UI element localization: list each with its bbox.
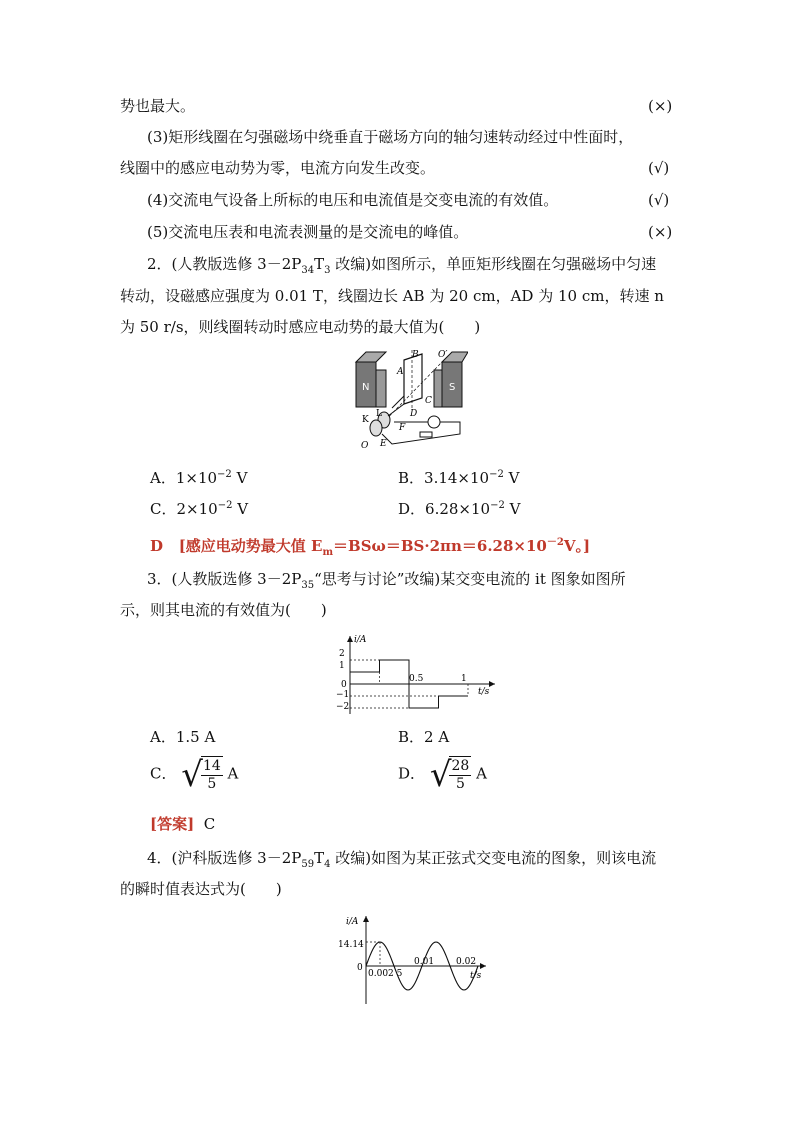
- judgement-mark: (√): [648, 159, 670, 177]
- svg-text:E: E: [380, 439, 387, 449]
- svg-text:0.01: 0.01: [414, 957, 435, 967]
- svg-text:2: 2: [339, 649, 345, 659]
- question-2-stem: 2．(人教版选修 $3-2P_{34}T_3$ 改编)如图所示，单匝矩形线圈在匀强磁场中匀速: [147, 255, 657, 276]
- sqrt-expression: √ $\frac{28}{5}$: [429, 754, 470, 795]
- svg-text:−2: −2: [336, 702, 350, 712]
- svg-text:K: K: [362, 415, 369, 425]
- question-3-line: 示，则其电流的有效值为( ): [120, 601, 327, 619]
- svg-text:B: B: [412, 350, 419, 360]
- svg-text:t/s: t/s: [470, 971, 482, 981]
- svg-text:14.14: 14.14: [338, 940, 364, 950]
- text-line: (3)矩形线圈在匀强磁场中绕垂直于磁场方向的轴匀速转动经过中性面时，: [147, 128, 634, 146]
- option-a[interactable]: A．1.5 A: [150, 728, 216, 746]
- svg-text:1: 1: [461, 674, 467, 684]
- option-b[interactable]: B．$3.14\times 10^{-2}$ V: [398, 469, 520, 487]
- text-line: (5)交流电压表和电流表测量的是交流电的峰值。: [147, 223, 469, 241]
- svg-text:D: D: [410, 409, 418, 419]
- question-2-answer: D [感应电动势最大值 $E_m=BS\omega=BS\cdot 2\pi n=6.28\times 10^{-2}V$。]: [150, 537, 591, 558]
- judgement-mark: (×): [648, 223, 673, 241]
- svg-text:C: C: [425, 396, 432, 406]
- svg-text:0.002 5: 0.002 5: [368, 969, 403, 979]
- ammeter-icon: [428, 416, 440, 428]
- svg-text:O: O: [361, 441, 369, 451]
- option-b[interactable]: B．2 A: [398, 728, 450, 746]
- svg-text:0.02: 0.02: [456, 957, 477, 967]
- svg-text:O′: O′: [438, 350, 448, 360]
- question-2-line: 为 50 r/s，则线圈转动时感应电动势的最大值为( ): [120, 318, 481, 336]
- svg-text:i/A: i/A: [346, 917, 359, 927]
- text-line: (4)交流电气设备上所标的电压和电流值是交变电流的有效值。: [147, 191, 559, 209]
- svg-text:A: A: [397, 367, 404, 377]
- svg-text:0: 0: [341, 680, 347, 690]
- question-2-line: 转动，设磁感应强度为 0.01 T，线圈边长 AB 为 20 cm，AD 为 10 cm，转速 n: [120, 287, 664, 305]
- label-n: N: [362, 382, 370, 393]
- svg-text:t/s: t/s: [478, 687, 490, 697]
- question-3-stem: 3．(人教版选修 $3-2P_{35}“$思考与讨论”改编)某交变电流的 it 图象如图所: [147, 570, 626, 591]
- judgement-mark: (×): [648, 97, 673, 115]
- text-line: 线圈中的感应电动势为零，电流方向发生改变。: [120, 159, 436, 177]
- option-d[interactable]: D． √ $\frac{28}{5}$ A: [398, 754, 487, 795]
- svg-text:−1: −1: [336, 690, 350, 700]
- svg-text:1: 1: [339, 661, 345, 671]
- label-s: S: [449, 382, 456, 393]
- square-wave-graph: [330, 632, 500, 716]
- sine-wave-graph: [338, 912, 498, 1007]
- question-3-answer: [答案] C: [150, 815, 216, 833]
- text-line: 势也最大。: [120, 97, 196, 115]
- generator-figure: [352, 348, 468, 454]
- sqrt-expression: √ $\frac{14}{5}$: [181, 754, 221, 795]
- svg-text:0.5: 0.5: [409, 674, 424, 684]
- svg-text:i/A: i/A: [354, 635, 367, 645]
- resistor-icon: [420, 432, 432, 437]
- option-a[interactable]: A．$1\times 10^{-2}$ V: [150, 469, 248, 487]
- coil: [404, 354, 422, 404]
- svg-text:F: F: [399, 423, 406, 433]
- question-4-stem: 4．(沪科版选修 $3-2P_{59}T_4$ 改编)如图为某正弦式交变电流的图象，则该电流: [147, 849, 657, 870]
- option-c[interactable]: C．$2\times 10^{-2}$ V: [150, 500, 249, 518]
- option-d[interactable]: D．$6.28\times 10^{-2}$ V: [398, 500, 521, 518]
- svg-text:0: 0: [357, 963, 363, 973]
- option-c[interactable]: C． √ $\frac{14}{5}$ A: [150, 754, 239, 795]
- question-4-line: 的瞬时值表达式为( ): [120, 880, 282, 898]
- svg-text:L: L: [376, 409, 382, 419]
- judgement-mark: (√): [648, 191, 670, 209]
